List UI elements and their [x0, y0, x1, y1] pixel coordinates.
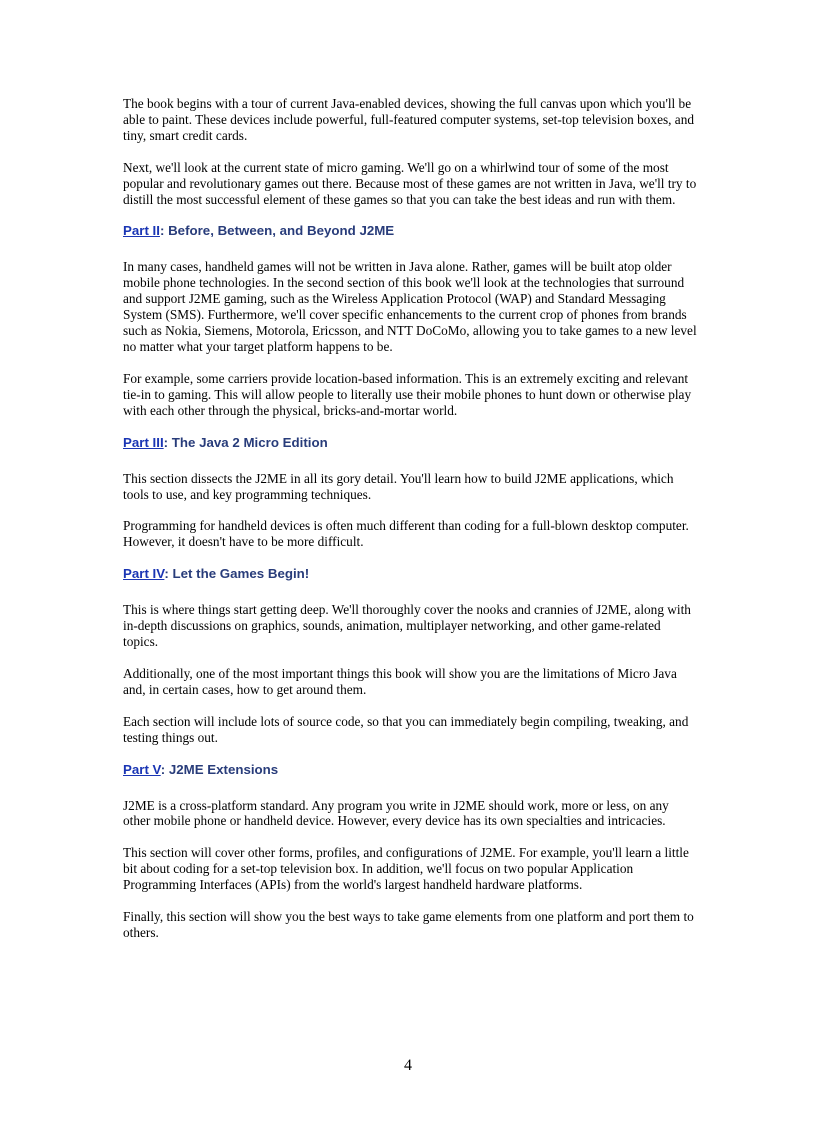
section-paragraph: Finally, this section will show you the best ways to take game elements from one platform and port them to others. [123, 909, 694, 940]
part-iv-link[interactable]: Part IV [123, 566, 165, 582]
section-heading-part-iii [123, 435, 698, 451]
part-iii-link[interactable]: Part III [123, 434, 164, 450]
part-ii-link[interactable]: Part II [123, 223, 160, 239]
section-paragraph: Programming for handheld devices is often much different than coding for a full-blown desktop computer. However, it doesn't have to be more difficult. [123, 518, 689, 550]
section-paragraph: In many cases, handheld games will not be written in Java alone. Rather, games will be built atop older mobile phone technologies. In the second section of this book we'll look at the technologies that surround and support J2ME gaming, such as the Wireless Application Protocol (WAP) and Standard Messaging System (SMS). Furthermore, we'll cover specific enhancements to the current crop of phones from brands such as Nokia, Siemens, Motorola, Ericsson, and NTT DoCoMo, allowing you to take games to a new level no matter what your target platform happens to be. [123, 259, 697, 354]
section-title: : The Java 2 Micro Edition [163, 434, 328, 450]
page-content [123, 96, 698, 957]
section-paragraph: This section dissects the J2ME in all its gory detail. You'll learn how to build J2ME applications, which tools to use, and key programming techniques. [123, 470, 674, 502]
section-heading-part-iv [123, 566, 698, 582]
page-number: 4 [404, 1057, 412, 1074]
section-paragraph: Each section will include lots of source code, so that you can immediately begin compiling, tweaking, and testing things out. [123, 713, 689, 745]
section-title: : Let the Games Begin! [164, 566, 310, 582]
intro-paragraph: The book begins with a tour of current Java-enabled devices, showing the full canvas upon which you'll be able to paint. These devices include powerful, full-featured computer systems, set-top television boxes, and tiny, smart credit cards. [123, 96, 694, 143]
section-title: : Before, Between, and Beyond J2ME [159, 223, 395, 239]
section-heading-part-ii [123, 223, 698, 239]
section-paragraph: For example, some carriers provide location-based information. This is an extremely exciting and relevant tie-in to gaming. This will allow people to literally use their mobile phones to hunt down or otherwise play with each other through the physical, bricks-and-mortar world. [123, 370, 692, 418]
section-title: : J2ME Extensions [160, 761, 279, 777]
part-v-link[interactable]: Part V [123, 761, 161, 777]
section-heading-part-v [123, 762, 698, 778]
intro-paragraph: Next, we'll look at the current state of micro gaming. We'll go on a whirlwind tour of some of the most popular and revolutionary games out there. Because most of these games are not written in Java, we'll try to distill the most successful element of these games so that you can take the best ideas and run with them. [123, 159, 697, 207]
section-paragraph: Additionally, one of the most important things this book will show you are the limitations of Micro Java and, in certain cases, how to get around them. [123, 665, 677, 697]
section-paragraph: This section will cover other forms, profiles, and configurations of J2ME. For example, you'll learn a little bit about coding for a set-top television box. In addition, we'll focus on two popular Application Programming Interfaces (APIs) from the world's largest handheld hardware platforms. [123, 845, 689, 893]
section-paragraph: J2ME is a cross-platform standard. Any program you write in J2ME should work, more or less, on any other mobile phone or handheld device. However, every device has its own specialties and intricacies. [123, 797, 669, 829]
section-paragraph: This is where things start getting deep. We'll thoroughly cover the nooks and crannies of J2ME, along with in-depth discussions on graphics, sounds, animation, multiplayer networking, and other game-related topics. [123, 602, 691, 650]
